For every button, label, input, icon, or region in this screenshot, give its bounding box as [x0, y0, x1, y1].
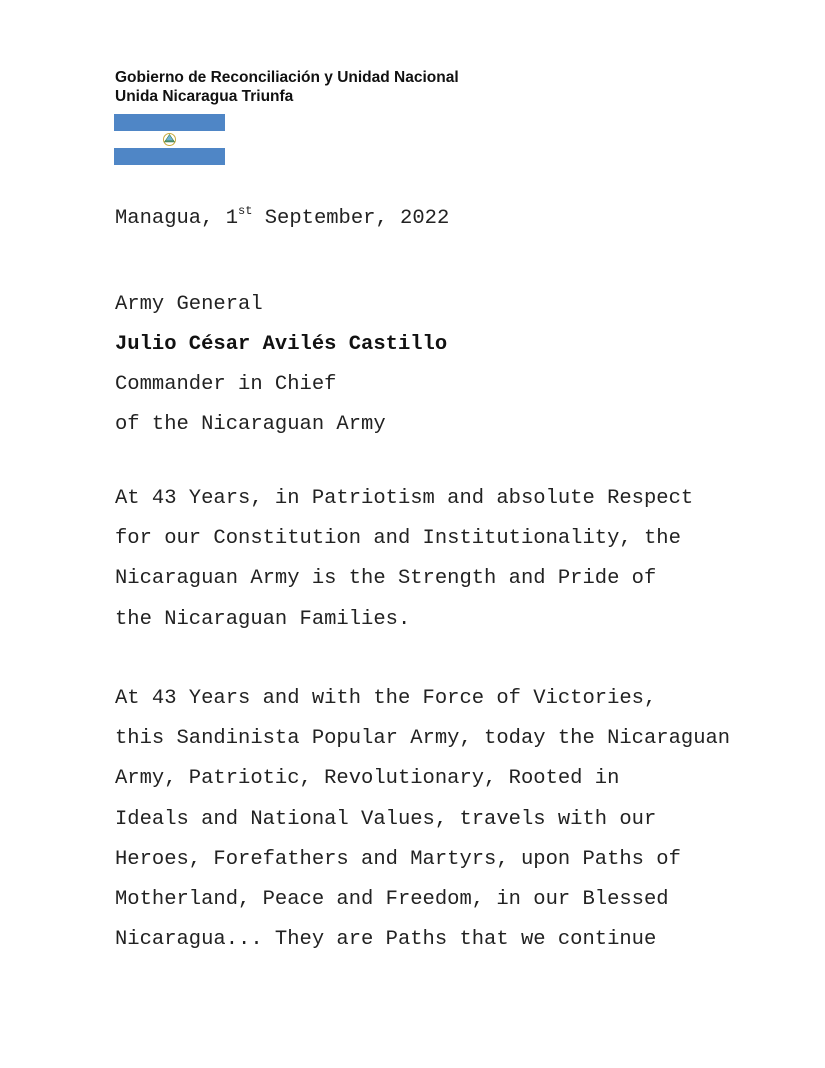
dateline-ordinal: st	[238, 204, 253, 218]
letterhead-line-1: Gobierno de Reconciliación y Unidad Nacional	[115, 69, 459, 86]
paragraph-line: Ideals and National Values, travels with our	[115, 807, 657, 831]
paragraph-line: Nicaraguan Army is the Strength and Pride of	[115, 567, 657, 591]
paragraph-1	[115, 479, 711, 640]
paragraph-line: for our Constitution and Institutionality, the	[115, 527, 681, 551]
paragraph-line: the Nicaraguan Families.	[115, 607, 411, 631]
dateline-date: September, 2022	[252, 207, 450, 230]
addressee-block	[115, 285, 447, 445]
paragraph-line: Army, Patriotic, Revolutionary, Rooted in	[115, 767, 620, 791]
paragraph-line: Heroes, Forefathers and Martyrs, upon Paths of	[115, 847, 681, 871]
paragraph-line: At 43 Years and with the Force of Victories,	[115, 687, 657, 710]
nicaragua-flag-icon	[114, 114, 225, 165]
dateline	[115, 205, 449, 233]
addressee-name: Julio César Avilés Castillo	[115, 333, 448, 356]
addressee-org: of the Nicaraguan Army	[115, 413, 386, 436]
paragraph-line: Motherland, Peace and Freedom, in our Blessed	[115, 887, 669, 911]
paragraph-line: Nicaragua... They are Paths that we continue	[115, 928, 657, 952]
addressee-rank: Army General	[115, 293, 263, 316]
letterhead-line-2: Unida Nicaragua Triunfa	[115, 88, 294, 105]
paragraph-line: At 43 Years, in Patriotism and absolute Respect	[115, 487, 694, 510]
addressee-title: Commander in Chief	[115, 373, 337, 396]
paragraph-2	[115, 679, 731, 960]
letterhead	[115, 68, 459, 106]
dateline-city: Managua, 1	[115, 207, 239, 230]
paragraph-line: this Sandinista Popular Army, today the Nicaraguan	[115, 727, 731, 751]
